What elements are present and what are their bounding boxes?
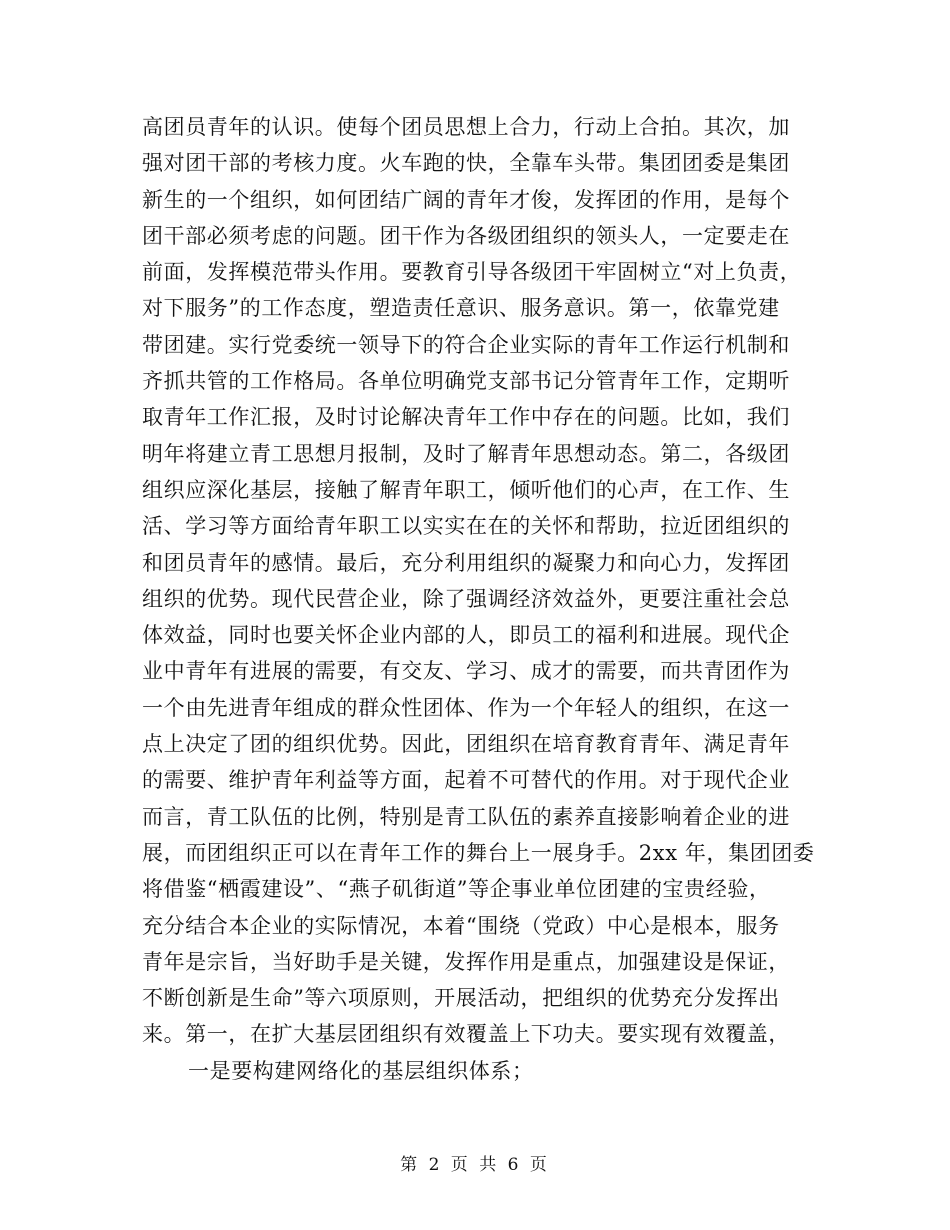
text-line-27: 一是要构建网络化的基层组织体系； xyxy=(188,1058,534,1083)
text-line-12: 活、学习等方面给青年职工以实实在在的关怀和帮助，拉近团组织的 xyxy=(142,514,790,539)
text-line-17: 一个由先进青年组成的群众性团体、作为一个年轻人的组织，在这一 xyxy=(142,695,790,720)
text-line-1: 高团员青年的认识。使每个团员思想上合力，行动上合拍。其次，加 xyxy=(142,115,790,139)
text-line-15: 体效益，同时也要关怀企业内部的人，即员工的福利和进展。现代企 xyxy=(142,623,790,648)
text-line-2: 强对团干部的考核力度。火车跑的快，全靠车头带。集团团委是集团 xyxy=(142,151,790,176)
text-line-3: 新生的一个组织，如何团结广阔的青年才俊，发挥团的作用，是每个 xyxy=(142,187,790,212)
text-line-4: 团干部必须考虑的问题。团干作为各级团组织的领头人，一定要走在 xyxy=(142,223,790,248)
text-line-6: 对下服务”的工作态度，塑造责任意识、服务意识。第一，依靠党建 xyxy=(142,296,780,321)
text-line-9: 取青年工作汇报，及时讨论解决青年工作中存在的问题。比如，我们 xyxy=(142,405,790,430)
text-line-8: 齐抓共管的工作格局。各单位明确党支部书记分管青年工作，定期听 xyxy=(142,369,790,394)
text-line-18: 点上决定了团的组织优势。因此，团组织在培育教育青年、满足青年 xyxy=(142,732,790,757)
text-line-7: 带团建。实行党委统一领导下的符合企业实际的青年工作运行机制和 xyxy=(142,332,790,357)
text-line-25: 不断创新是生命”等六项原则，开展活动，把组织的优势充分发挥出 xyxy=(142,986,780,1011)
text-line-14: 组织的优势。现代民营企业，除了强调经济效益外，更要注重社会总 xyxy=(142,586,790,611)
text-line-16: 业中青年有进展的需要，有交友、学习、成才的需要，而共青团作为 xyxy=(142,659,790,684)
text-line-23: 充分结合本企业的实际情况，本着“围绕（党政）中心是根本，服务 xyxy=(142,913,780,938)
text-line-26: 来。第一，在扩大基层团组织有效覆盖上下功夫。要实现有效覆盖， xyxy=(142,1022,790,1047)
text-line-11: 组织应深化基层，接触了解青年职工，倾听他们的心声，在工作、生 xyxy=(142,477,790,502)
text-line-22: 将借鉴“栖霞建设”、“燕子矶街道”等企事业单位团建的宝贵经验， xyxy=(142,877,771,902)
text-line-10: 明年将建立青工思想月报制，及时了解青年思想动态。第二，各级团 xyxy=(142,441,790,466)
text-line-5: 前面，发挥模范带头作用。要教育引导各级团干牢固树立“对上负责， xyxy=(142,260,802,285)
body-text xyxy=(142,109,822,1089)
text-line-19: 的需要、维护青年利益等方面，起着不可替代的作用。对于现代企业 xyxy=(142,768,790,793)
page-number-footer: 第 2 页 共 6 页 xyxy=(400,1155,550,1175)
text-line-21: 展，而团组织正可以在青年工作的舞台上一展身手。2xx 年，集团团委 xyxy=(142,840,815,865)
text-line-24: 青年是宗旨，当好助手是关键，发挥作用是重点，加强建设是保证， xyxy=(142,949,790,974)
text-line-20: 而言，青工队伍的比例，特别是青工队伍的素养直接影响着企业的进 xyxy=(142,804,790,829)
text-line-13: 和团员青年的感情。最后，充分利用组织的凝聚力和向心力，发挥团 xyxy=(142,550,790,575)
